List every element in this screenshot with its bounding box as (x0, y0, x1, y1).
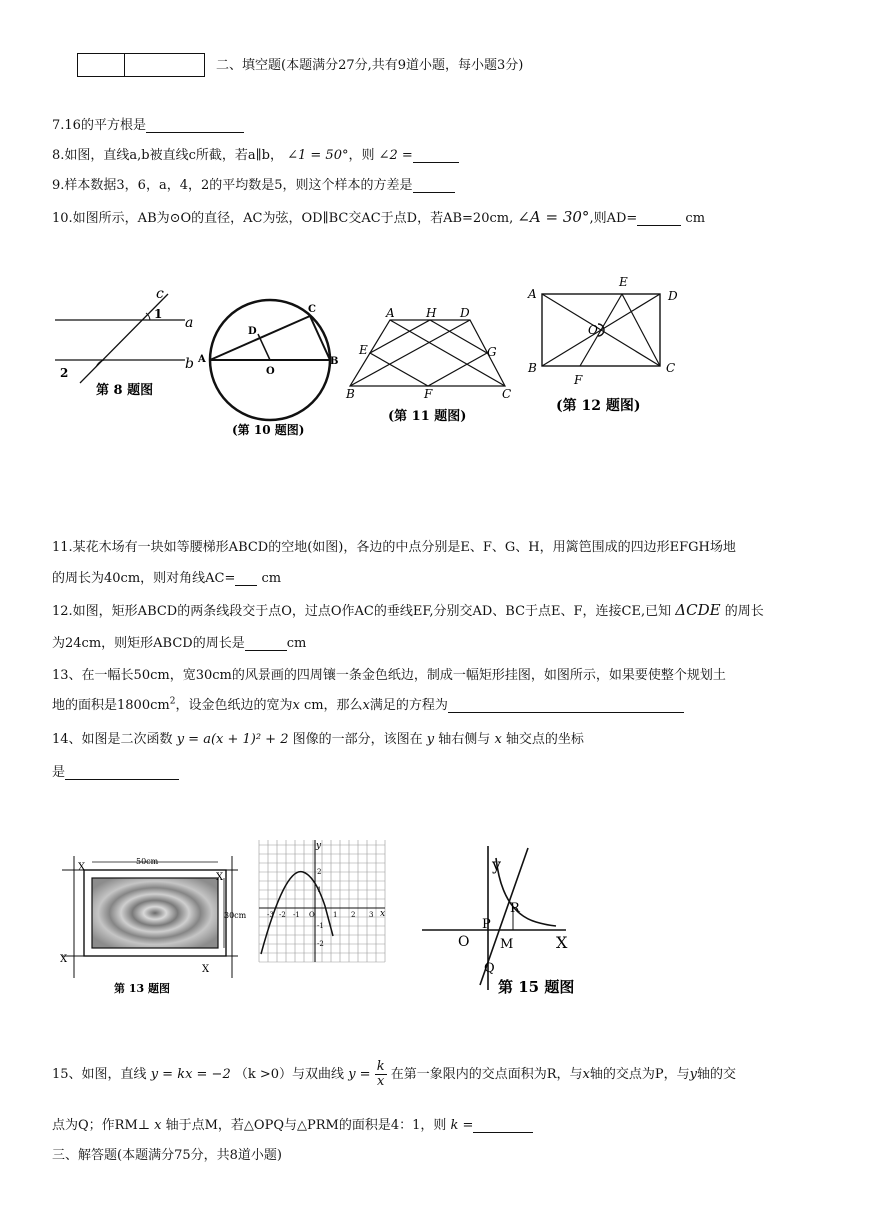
q14-post: 轴交点的坐标 (505, 732, 584, 747)
label-O: O (588, 323, 598, 337)
label-B: B (346, 387, 355, 401)
q15-post: 在第一象限内的交点面积为R，与 (390, 1067, 583, 1082)
label-P: P (482, 917, 491, 932)
label-x-right: X (216, 872, 224, 883)
x-tick-label: O (309, 911, 315, 919)
y-tick-label: 1 (317, 886, 322, 894)
label-x-bottom: X (202, 964, 210, 975)
figure-15 (416, 840, 596, 1010)
label-Q: Q (484, 961, 495, 976)
answer-blank[interactable] (146, 118, 244, 133)
question-7 (52, 114, 244, 133)
figure-13 (52, 848, 247, 998)
label-D: D (248, 326, 257, 337)
axis-x: x (380, 909, 386, 919)
label-E: E (359, 343, 368, 357)
label-x-top: X (78, 862, 86, 873)
q15-fraction (375, 1060, 387, 1089)
question-15-line1 (52, 1060, 736, 1089)
x-tick-label: -1 (293, 911, 300, 919)
label-x-left: X (60, 954, 68, 965)
x-tick-label: -3 (267, 911, 274, 919)
q14-formula: y = a(x + 1)² + 2 (176, 732, 289, 747)
x-tick-label: 3 (369, 911, 374, 919)
q15-post3: 轴的交 (696, 1067, 736, 1082)
question-13-line2 (52, 694, 684, 713)
q14-mid2: 轴右侧与 (438, 732, 491, 747)
q15-line2-mid: 轴于点M，若△OPQ与△PRM的面积是4：1，则 (165, 1118, 447, 1133)
label-G: G (487, 345, 497, 359)
x-tick-label: -2 (279, 911, 286, 919)
y-tick-label: 2 (317, 868, 322, 876)
caption-fig15: 第 15 题图 (498, 978, 575, 996)
question-15-line2 (52, 1114, 533, 1133)
label-2: 2 (60, 366, 69, 380)
answer-blank[interactable] (473, 1118, 533, 1133)
q12-text: 12.如图，矩形ABCD的两条线段交于点O，过点O作AC的垂线EF,分别交AD、BC于点E、F，连接CE,已知 (52, 604, 672, 619)
answer-blank[interactable] (235, 571, 257, 586)
q10-angle: ∠A = 30° (517, 208, 590, 226)
x-tick-label: 1 (333, 911, 338, 919)
q8-angle1: ∠1 = 50° (287, 148, 349, 163)
section3-title: 三、解答题(本题满分75分，共8道小题) (52, 1148, 282, 1163)
q15-line2: 点为Q；作RM⊥ (52, 1118, 150, 1133)
question-12-line2 (52, 632, 306, 651)
question-14-line2 (52, 761, 179, 780)
q12-triangle: ΔCDE (675, 601, 721, 619)
q15-den: x (376, 1074, 385, 1089)
label-A: A (386, 306, 395, 320)
y-tick-label: -1 (317, 922, 324, 930)
q10-unit: cm (685, 211, 706, 226)
label-c: c (156, 286, 164, 302)
q8-mid: ，则 (348, 148, 375, 163)
q15-formula1: y = kx = −2 (150, 1067, 231, 1082)
label-A: A (528, 287, 537, 301)
figure-8 (50, 280, 205, 405)
q15-cond: （k >0）与双曲线 (234, 1067, 345, 1082)
q9-text: 9.样本数据3，6，a，4，2的平均数是5，则这个样本的方差是 (52, 178, 413, 193)
label-30cm: 30cm (224, 911, 247, 920)
label-C: C (666, 361, 676, 375)
label-1: 1 (154, 307, 163, 321)
q12-post: 的周长 (724, 604, 764, 619)
label-M: M (500, 937, 514, 952)
q15-formula2: y = (348, 1067, 371, 1082)
label-F: F (424, 387, 433, 401)
question-8 (52, 144, 459, 163)
q10-post: ,则AD= (589, 211, 638, 226)
answer-blank[interactable] (245, 636, 287, 651)
q11-unit: cm (261, 571, 282, 586)
label-B: B (528, 361, 537, 375)
q13-mid: ，设金色纸边的宽为 (175, 698, 293, 713)
q13-text: 地的面积是1800cm (52, 698, 170, 713)
caption-fig10: (第 10 题图) (232, 423, 305, 437)
label-D: D (460, 306, 470, 320)
q15-x: x (582, 1067, 590, 1082)
figure-14 (255, 836, 390, 966)
section2-title: 二、填空题(本题满分27分,共有9道小题，每小题3分) (216, 58, 524, 73)
question-12-line1 (52, 600, 764, 619)
q13-post: 满足的方程为 (369, 698, 448, 713)
q11-text: 的周长为40cm，则对角线AC= (52, 571, 236, 586)
label-E: E (619, 275, 628, 289)
caption-fig13: 第 13 题图 (114, 982, 170, 995)
q14-line2: 是 (52, 765, 66, 780)
label-R: R (510, 901, 520, 916)
q13-line1: 13、在一幅长50cm，宽30cm的风景画的四周镶一条金色纸边，制成一幅矩形挂图，如图所示，如果要使整个规划土 (52, 668, 726, 683)
q15-x2: x (154, 1118, 162, 1133)
q13-var: x (292, 698, 300, 713)
q8-angle2: ∠2 = (378, 148, 413, 163)
q8-text: 8.如图，直线a,b被直线c所截，若a∥b， (52, 148, 283, 163)
figure-10 (196, 290, 346, 440)
question-11-line2 (52, 567, 281, 586)
q13-sup: 2 (169, 696, 176, 707)
score-box (77, 53, 205, 77)
q13-var2: x (362, 698, 370, 713)
q15-k: k = (450, 1118, 474, 1133)
caption-fig8: 第 8 题图 (96, 383, 154, 398)
q15-num: k (376, 1059, 385, 1074)
label-O: O (458, 934, 470, 950)
answer-blank[interactable] (448, 698, 684, 713)
x-tick-label: 2 (351, 911, 356, 919)
figure-11 (340, 300, 520, 430)
q14-y: y (426, 732, 435, 747)
figure-12 (522, 272, 692, 422)
question-14 (52, 728, 584, 747)
q12-unit: cm (286, 636, 307, 651)
answer-blank[interactable] (65, 765, 179, 780)
label-50cm: 50cm (136, 857, 159, 866)
label-A: A (198, 354, 206, 365)
q11-line1: 11.某花木场有一块如等腰梯形ABCD的空地(如图)，各边的中点分别是E、F、G、H，用篱笆围成的四边形EFGH场地 (52, 540, 736, 555)
answer-blank[interactable] (637, 211, 681, 226)
axis-y: y (316, 841, 322, 851)
q12-text2: 为24cm，则矩形ABCD的周长是 (52, 636, 245, 651)
label-C: C (308, 304, 316, 315)
q14-text: 14、如图是二次函数 (52, 732, 173, 747)
label-C: C (502, 387, 512, 401)
q15-text: 15、如图，直线 (52, 1067, 147, 1082)
label-F: F (574, 373, 583, 387)
q15-post2: 轴的交点为P，与 (589, 1067, 690, 1082)
question-10 (52, 207, 705, 226)
y-tick-label: -2 (317, 940, 324, 948)
question-9 (52, 174, 455, 193)
q14-x: x (494, 732, 502, 747)
q14-mid: 图像的一部分，该图在 (292, 732, 423, 747)
label-a: a (185, 315, 194, 331)
label-H: H (426, 306, 437, 320)
q13-unit: cm，那么 (303, 698, 363, 713)
q7-text: 7.16的平方根是 (52, 118, 146, 133)
label-b: b (185, 356, 194, 372)
label-O: O (266, 366, 275, 377)
answer-blank[interactable] (413, 148, 459, 163)
label-B: B (330, 356, 339, 367)
label-X: X (556, 933, 568, 952)
answer-blank[interactable] (413, 178, 455, 193)
caption-fig12: (第 12 题图) (556, 398, 641, 414)
q15-y: y (689, 1067, 697, 1082)
label-D: D (668, 289, 678, 303)
q10-text: 10.如图所示，AB为⊙O的直径，AC为弦，OD∥BC交AC于点D，若AB=20cm, (52, 211, 514, 226)
caption-fig11: (第 11 题图) (388, 409, 467, 424)
label-y: y (492, 855, 502, 874)
